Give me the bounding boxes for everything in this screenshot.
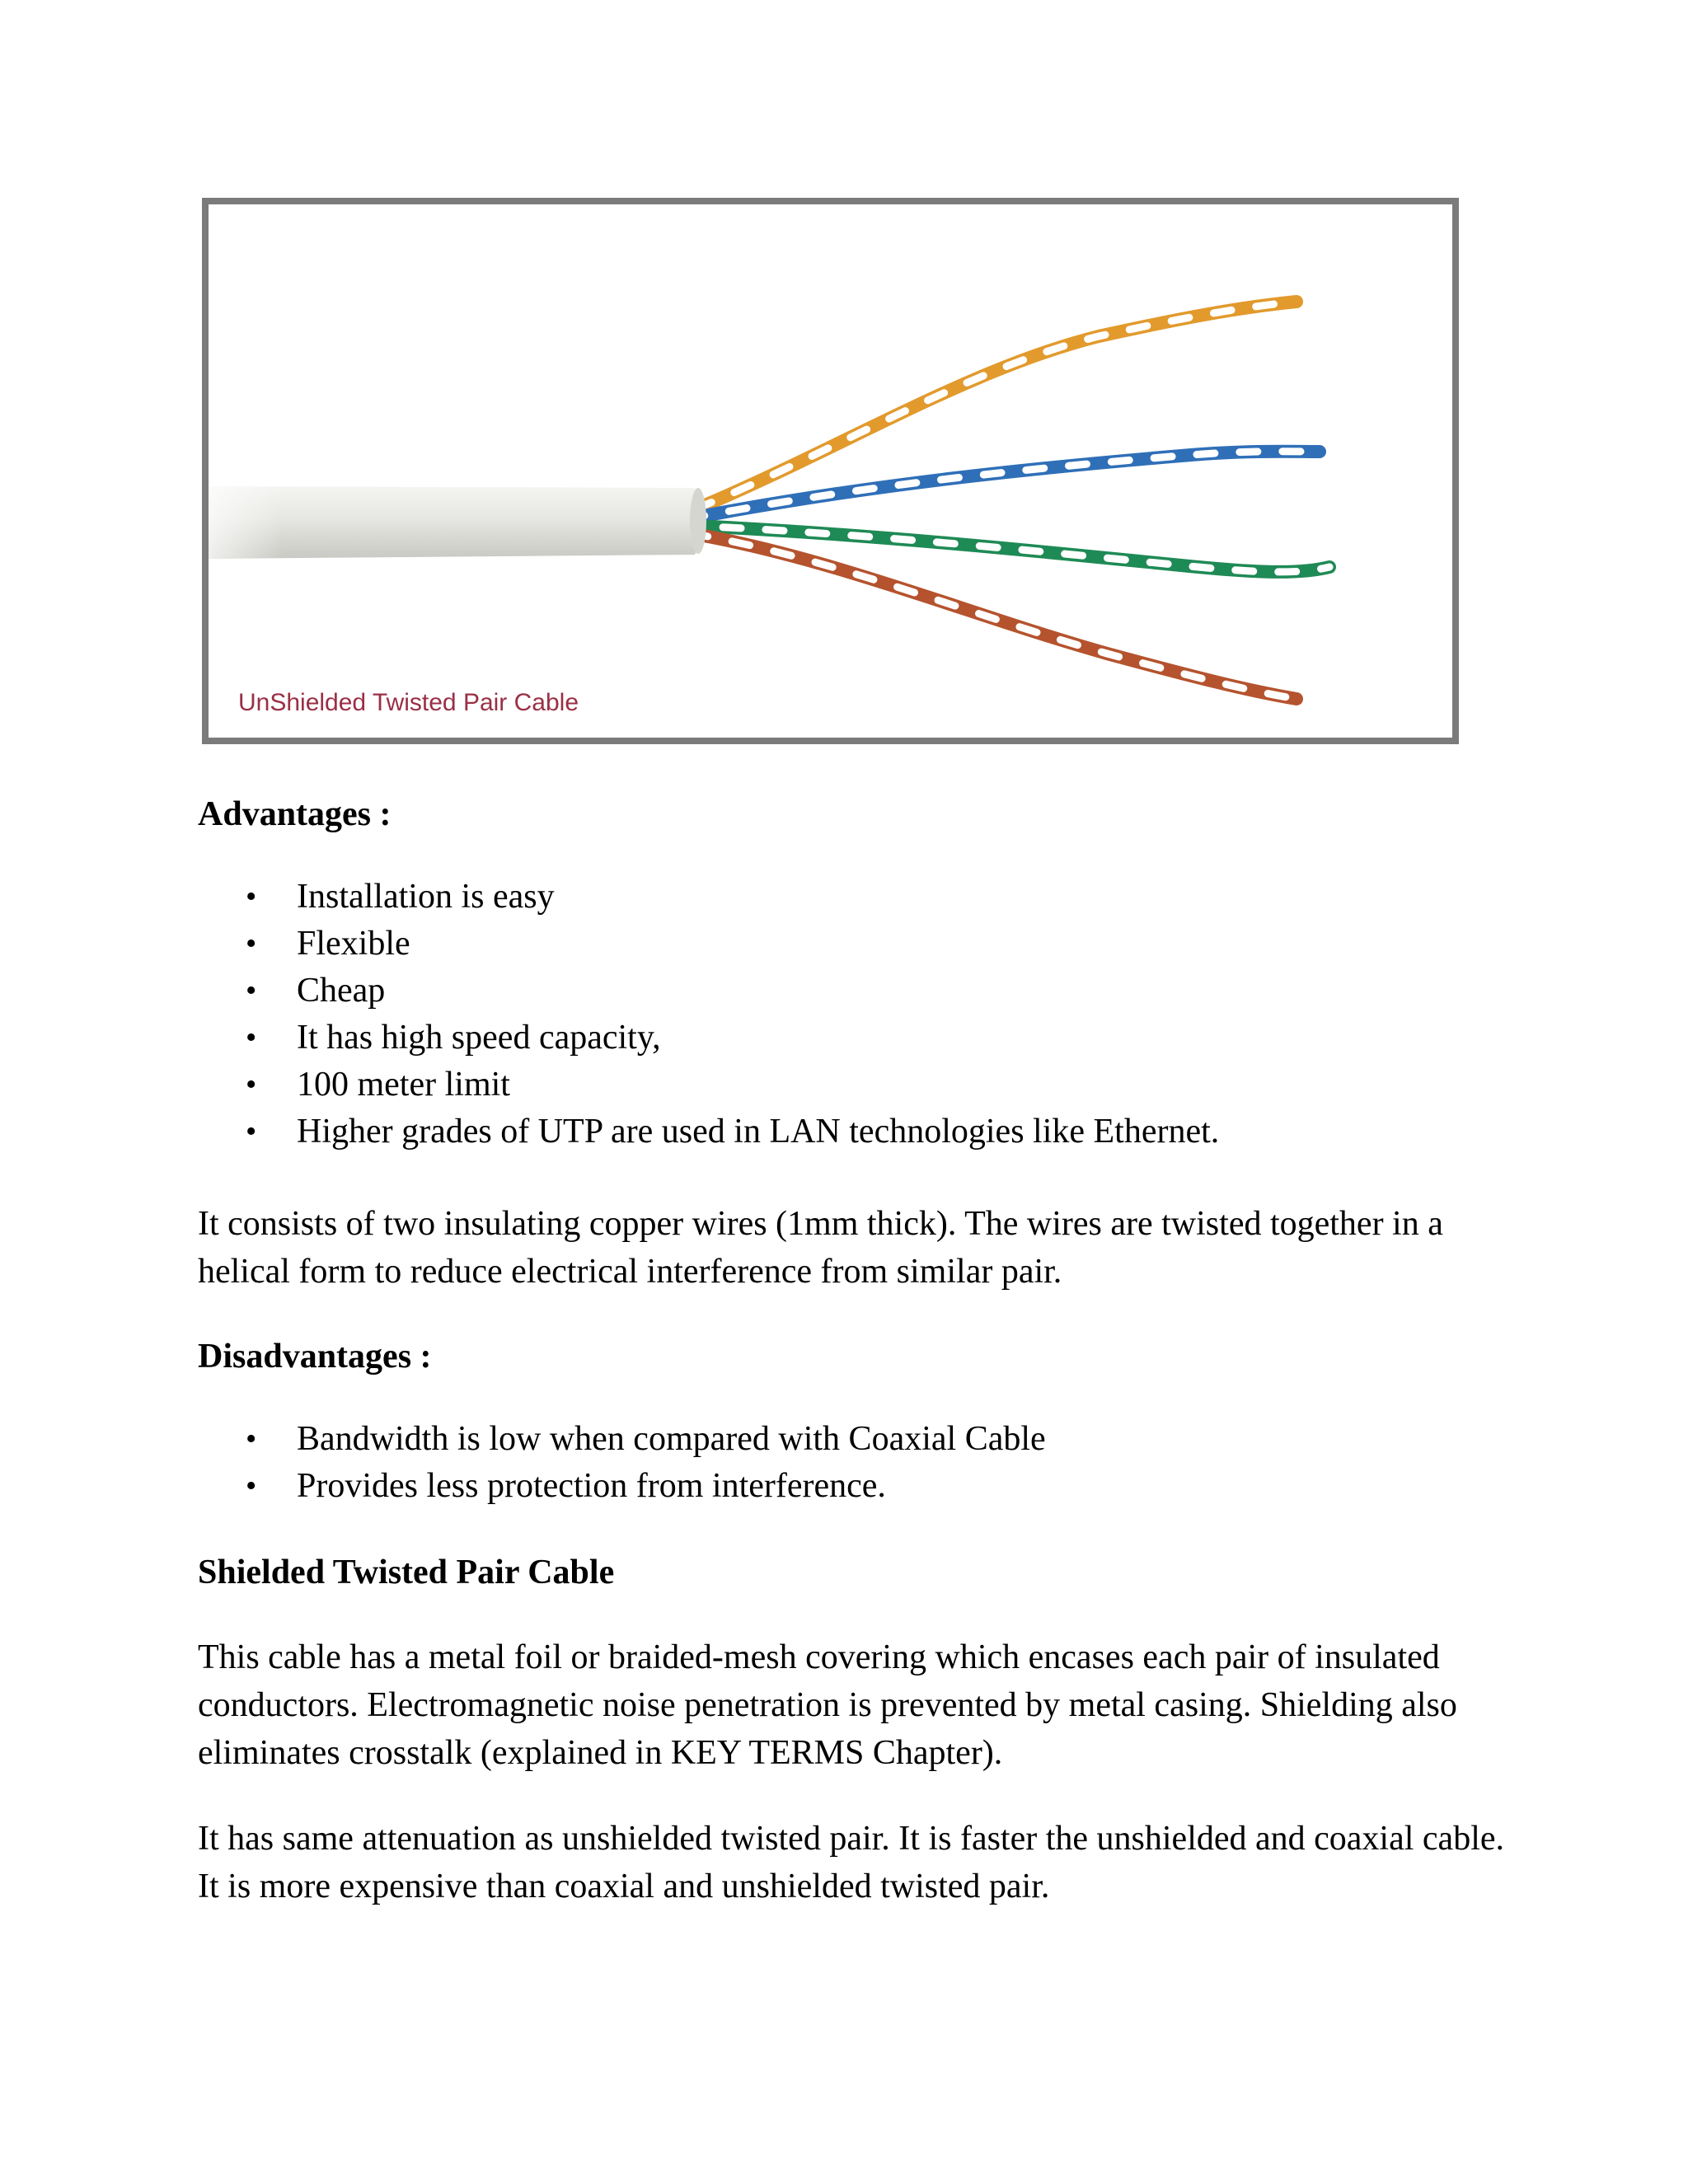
- stp-paragraph-1: This cable has a metal foil or braided-mesh covering which encases each pair of insulated conductors. Electromagnetic noise penetration is prevented by metal casing. Shielding also eliminates crosstalk (explained in KEY TERMS Chapter).: [198, 1638, 1457, 1772]
- list-item: • Installation is easy: [198, 874, 1219, 921]
- list-item: • Flexible: [198, 921, 1219, 968]
- list-item: • It has high speed capacity,: [198, 1015, 1219, 1062]
- stp-paragraph-2: It has same attenuation as unshielded twisted pair. It is faster the unshielded and coaxial cable. It is more expensive than coaxial and unshielded twisted pair.: [198, 1820, 1505, 1905]
- stp-heading: Shielded Twisted Pair Cable: [198, 1554, 615, 1591]
- utp-cable-figure: [202, 198, 1459, 744]
- disadvantages-heading: Disadvantages :: [198, 1338, 432, 1376]
- cable-jacket: [209, 486, 706, 559]
- list-item: • Cheap: [198, 968, 1219, 1015]
- figure-caption: UnShielded Twisted Pair Cable: [238, 689, 579, 716]
- brown-pair: [695, 534, 1296, 699]
- advantages-list: [198, 874, 1219, 1155]
- utp-cable-image: [209, 204, 1452, 738]
- list-item: • Bandwidth is low when compared with Coaxial Cable: [198, 1416, 1046, 1463]
- list-item: • Higher grades of UTP are used in LAN technologies like Ethernet.: [198, 1108, 1219, 1155]
- advantages-heading: Advantages :: [198, 795, 392, 833]
- description-paragraph: It consists of two insulating copper wires (1mm thick). The wires are twisted together in a helical form to reduce electrical interference from similar pair.: [198, 1205, 1443, 1291]
- list-item: • Provides less protection from interference.: [198, 1463, 1046, 1510]
- disadvantages-list: [198, 1416, 1046, 1510]
- list-item: • 100 meter limit: [198, 1062, 1219, 1108]
